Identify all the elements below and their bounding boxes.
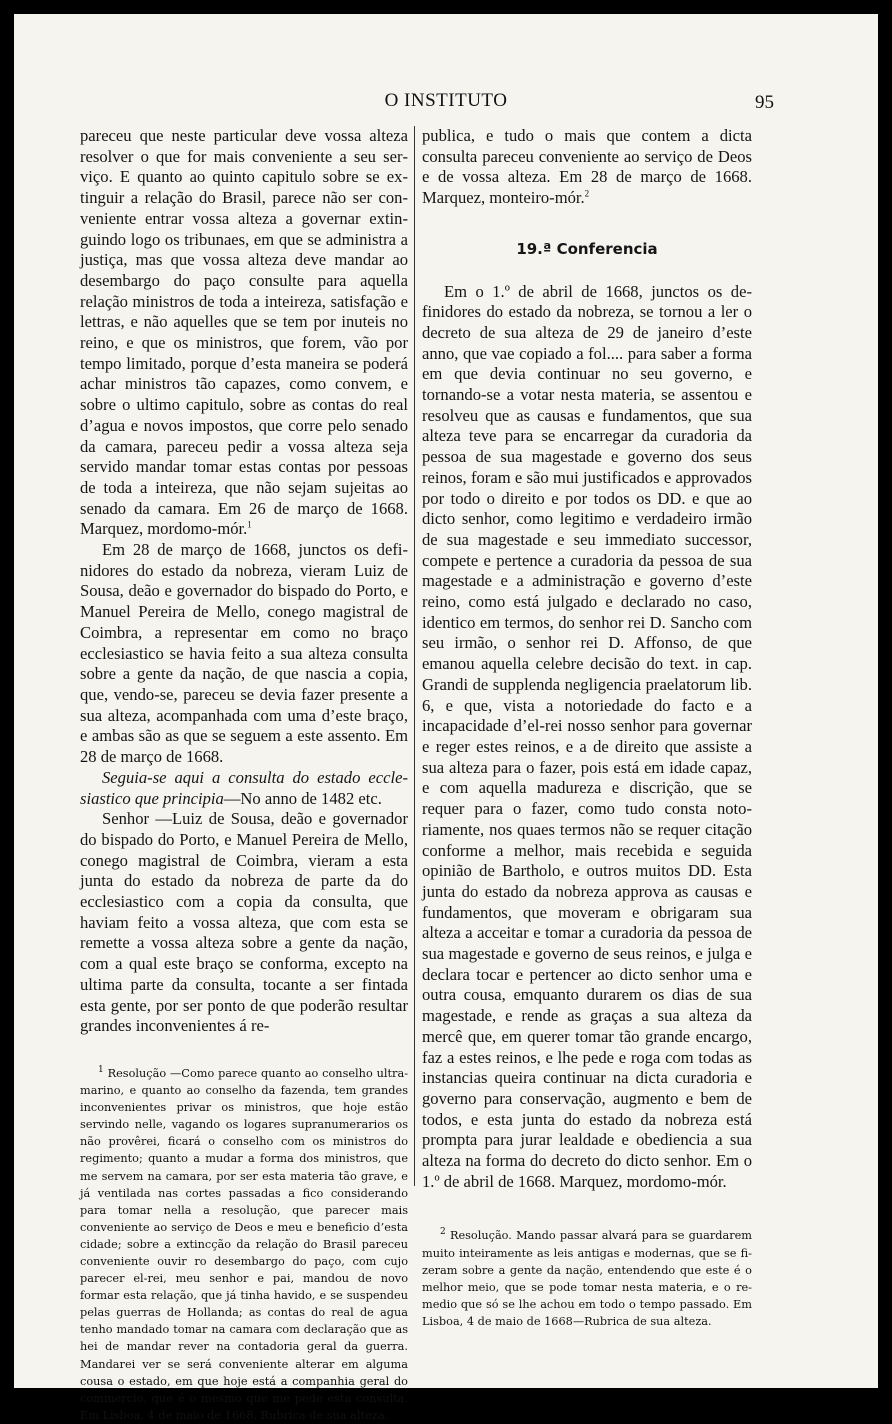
section-heading: 19.ª Conferencia xyxy=(516,239,658,258)
footnote-1 xyxy=(80,1065,408,1424)
paragraph-text: publica, e tudo o mais que contem a dicta consulta pareceu conveniente ao serviço de Deos e de vossa alteza. Em 28 de março de 1668. Marquez, monteiro-mór. xyxy=(422,126,752,208)
paragraph-note xyxy=(80,768,408,809)
paragraph-senhor: Senhor —Luiz de Sousa, deão e governador do bispado do Porto, e Manuel Pereira de Mello, conego magistral de Coimbra, vieram a esta junta do estado da nobreza de parte da do ecclesiastico com a copia da consulta, que haviam feito a vossa alteza, que com esta se remette a vossa alteza sobre a gente da nação, com a qual este braço se conforma, excepto na ultima parte da consulta, tocante a ser fintada esta gente, por ser ponto de que poderão resultar grandes inconvenientes á re- xyxy=(80,809,408,1036)
column-rule xyxy=(414,126,415,1186)
paragraph-continuation xyxy=(80,126,408,540)
footnote-marker: 1 xyxy=(98,1065,104,1076)
italic-text: Seguia-se aqui a consulta do estado ecclesiastico que principia xyxy=(80,767,408,808)
upright-text: —No anno de 1482 etc. xyxy=(223,788,382,808)
paragraph: Em o 1.º de abril de 1668, junctos os definidores do estado da nobreza, se tornou a ler o decreto de sua alteza de 29 de janeiro d’este anno, que vae copiado a fol.... para saber a forma em que devia continuar no seu governo, e tornando-se a votar nesta materia, se assentou e resolveu que as causas e fundamentos, que sua alteza teve para se encarregar da curadoria da pessoa de sua magestade e governo dos seus reinos, foram e são mui justificados e approvados por todo o direito e por todos os DD. e que ao dicto senhor, como legitimo e verdadeiro irmão de sua magestade e seu immediato successor, compete e pertence a curadoria da pessoa de sua magestade e a administração e governo d’este reino, como está julgado e declarado no caso, identico em termos, do senhor rei D. Sancho com seu irmão, o senhor rei D. Affonso, de que emanou aquella celebre decisão do text. in cap. Grandi de supplenda negligencia praelatorum lib. 6, e que, vista a notoriedade do facto e a incapacidade d’el-rei nosso senhor para governar e reger estes reinos, e a de direito que assiste a sua alteza para o fazer, pois está em idade capaz, e com aquella madureza e discrição, que se requer para o fazer, como tudo consta notoriamente, nos quaes termos não se requer citação conforme a melhor, mais recebida e seguida opinião de Bartholo, e outros muitos DD. Esta junta do estado da nobreza approva as causas e fundamentos, que moveram e obrigaram sua alteza a acceitar e tomar a curadoria da pessoa de sua magestade e governo de seus reinos, e julga e declara tocar e pertencer ao dicto senhor uma e outra cousa, emquanto durarem os dias de sua magestade, e rende as graças a sua alteza da mercê que, em querer tomar tão grande encargo, faz a estes reinos, e lhe pede e roga com todas as instancias queira continuar na dicta curadoria e governo para conservação, augmento e bem de todos, e esta junta do estado da nobreza está prompta para jurar lealdade e obediencia a sua alteza na forma do decreto do dicto senhor. Em o 1.º de abril de 1668. Marquez, mordomo-mór. xyxy=(422,281,752,1191)
footnote-text: Resolução. Mando passar alvará para se guardarem muito inteiramente as leis antigas e modernas, que se fizeram sobre a gente da nação, entendendo que este é o melhor meio, que se pode tomar nesta materia, e o remedio que só se lhe achou em todo o tempo passado. Em Lisboa, 4 de maio de 1668—Rubrica de sua alteza. xyxy=(422,1229,752,1328)
page-number: 95 xyxy=(755,92,774,113)
left-body xyxy=(80,126,408,1037)
left-column xyxy=(80,126,408,1424)
footnote-right xyxy=(422,1227,752,1330)
right-body xyxy=(422,126,752,1192)
paragraph: Em 28 de março de 1668, junctos os definidores do estado da nobreza, vieram Luiz de Sousa, deão e governador do bispado do Porto, e Manuel Pereira de Mello, conego magistral de Coimbra, a representar em como no braço ecclesiastico se havia feito a sua alteza consulta sobre a gente da nação, de que nascia a copia, que, vendo-se, pareceu se devia fazer presente a sua alteza, acompanhada com uma d’este braço, e ambas são as que se seguem a este assento. Em 28 de março de 1668. xyxy=(80,540,408,767)
footnote-2 xyxy=(422,1227,752,1330)
footnote-ref: 1 xyxy=(247,519,252,530)
paragraph-text: pareceu que neste particular deve vossa alteza resolver o que for mais conveniente a seu serviço. E quanto ao quinto capitulo sobre se extinguir a relação do Brasil, parece não ser conveniente entrar vossa alteza a governar extinguindo logo os tribunaes, em que se administra a justiça, mas que vossa alteza deve mandar ao desembargo do paço consulte para aquella relação ministros de toda a inteireza, satisfação e lettras, e não aquelles que se tem por inuteis no reino, e que os ministros, que forem, vão por tempo limitado, porque d’esta maneira se poderá achar ministros tão capazes, como convem, e sobre o ultimo capitulo, sobre as contas do real d’agua e novos impostos, que corre pelo senado da camara, pareceu pedir a vossa alteza seja servido mandar tomar estas contas por pessoas de toda a inteireza, que não sejam sujeitas ao senado da camara. Em 26 de março de 1668. Marquez, mordomo-mór. xyxy=(80,126,408,539)
book-page xyxy=(14,14,878,1422)
running-head-title: O INSTITUTO xyxy=(384,90,508,111)
paragraph-continuation xyxy=(422,126,752,209)
footnote-marker: 2 xyxy=(440,1227,446,1238)
footnote-text: Resolução —Como parece quanto ao conselho ultramarino, e quanto ao conselho da fazenda, tem grandes inconvenientes privar os ministros, que hoje estão servindo nelle, vagando os logares supranumerarios os não provêrei, ficará o conselho com os ministros do regimento; quanto a mudar a forma dos ministros, que me servem na camara, por ser esta materia tão grave, e já ventilada nas cortes passadas a fico considerando para tomar nella a resolução, que parecer mais conveniente ao serviço de Deos e meu e beneficio d’esta cidade; sobre a extincção da relação do Brasil pareceu conveniente ouvir ro desembargo do paço, com cujo parecer el-rei, meu senhor e pai, mandou de novo formar esta relação, que já tinha havido, e se suspendeu pelas guerras de Hollanda; as contas do real de agua tenho mandado tomar na camara com declaração que as hei de mandar rever na contadoria geral da guerra. Mandarei ver se será conveniente alterar em alguma cousa o estado, em que hoje está a companhia geral do commercio, que é o mesmo que me pede esta consulta. Em Lisboa, 4 de maio de 1668. Rubrica de sua alteza. xyxy=(80,1066,409,1422)
footnote-ref: 2 xyxy=(584,188,590,199)
right-column xyxy=(422,126,752,1330)
footnote-left xyxy=(80,1065,408,1424)
